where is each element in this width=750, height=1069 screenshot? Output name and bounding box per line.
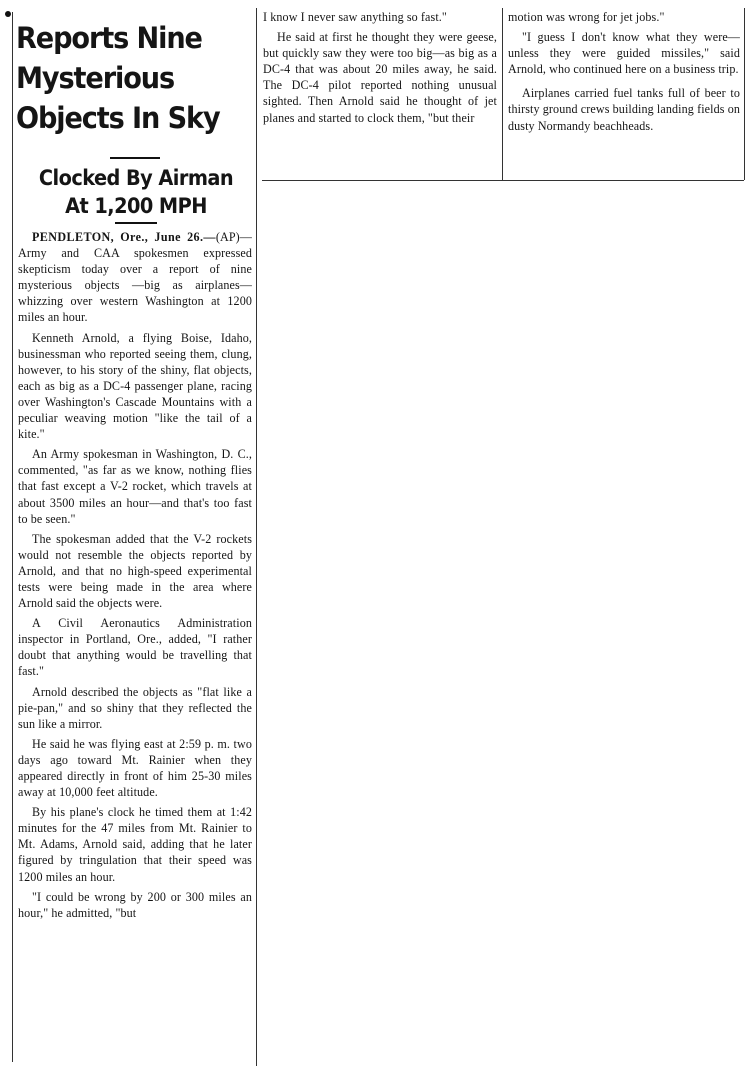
paragraph: "I could be wrong by 200 or 300 miles an hour," he admitted, "but — [18, 889, 252, 920]
paragraph: He said he was flying east at 2:59 p. m. two days ago toward Mt. Rainier when they appeared directly in front of him 25-30 miles away at 10,000 feet altitude. — [18, 736, 252, 800]
column-rule-mid — [256, 8, 257, 1066]
article-column-2 — [263, 9, 497, 130]
subheadline — [38, 164, 233, 220]
dateline: PENDLETON, Ore., June 26.— — [32, 230, 216, 244]
paragraph: "I guess I don't know what they were—unless they were guided missiles," said Arnold, who continued here on a business trip. — [508, 30, 740, 77]
paragraph: He said at first he thought they were geese, but quickly saw they were too big—as big as a DC-4 that was about 20 miles away, he said. The DC-4 pilot reported nothing unusual sighted. Then Arnold said he thought of jet planes and started to clock them, "but their — [263, 30, 497, 125]
headline — [16, 18, 231, 138]
paragraph: Arnold described the objects as "flat like a pie-pan," and so shiny that they reflected the sun like a mirror. — [18, 684, 252, 731]
column-rule-right — [744, 8, 745, 180]
paragraph: The spokesman added that the V-2 rockets would not resemble the objects reported by Arnold, and that no high-speed experimental tests were being made in the area where Arnold said the objects were. — [18, 531, 252, 611]
paragraph: A Civil Aeronautics Administration inspector in Portland, Ore., added, "I rather doubt that anything would be travelling that fast." — [18, 616, 252, 679]
paragraph-text: (AP)—Army and CAA spokesmen expressed skepticism today over a report of nine mysterious objects —big as airplanes—whizzing over western Washington at 1200 miles an hour. — [18, 230, 252, 325]
article-column-3 — [508, 9, 740, 138]
column-rule-mid2 — [502, 8, 503, 180]
article-column-1 — [18, 229, 252, 925]
paragraph: Airplanes carried fuel tanks full of beer to thirsty ground crews building landing fields on dusty Normandy beachheads. — [508, 86, 740, 133]
headline-line-1: Reports Nine — [16, 21, 202, 55]
paragraph: By his plane's clock he timed them at 1:42 minutes for the 47 miles from Mt. Rainier to Mt. Adams, Arnold said, adding that he later figured by tringulation that their speed was 1200 miles an hour. — [18, 805, 252, 884]
paragraph-lede — [18, 229, 252, 326]
page-bullet-mark — [5, 11, 11, 17]
subhead-divider — [115, 222, 157, 224]
headline-divider — [110, 157, 160, 159]
paragraph-continued: motion was wrong for jet jobs." — [508, 10, 665, 24]
subheadline-line-2: At 1,200 MPH — [65, 194, 207, 218]
column-rule-left — [12, 12, 13, 1062]
subheadline-line-1: Clocked By Airman — [38, 166, 234, 190]
paragraph-continued: I know I never saw anything so fast." — [263, 10, 447, 24]
column-bottom-rule — [262, 180, 744, 181]
paragraph: An Army spokesman in Washington, D. C., commented, "as far as we know, nothing flies that fast except a V-2 rocket, which travels at about 3500 miles an hour—and that's too fast to be seen." — [18, 447, 252, 526]
headline-line-3: Objects In Sky — [16, 101, 220, 135]
headline-line-2: Mysterious — [16, 61, 175, 95]
paragraph: Kenneth Arnold, a flying Boise, Idaho, businessman who reported seeing them, clung, however, to his story of the shiny, flat objects, each as big as a DC-4 passenger plane, racing over Washington's Cascade Mountains with a peculiar weaving motion "like the tail of a kite." — [18, 330, 252, 442]
